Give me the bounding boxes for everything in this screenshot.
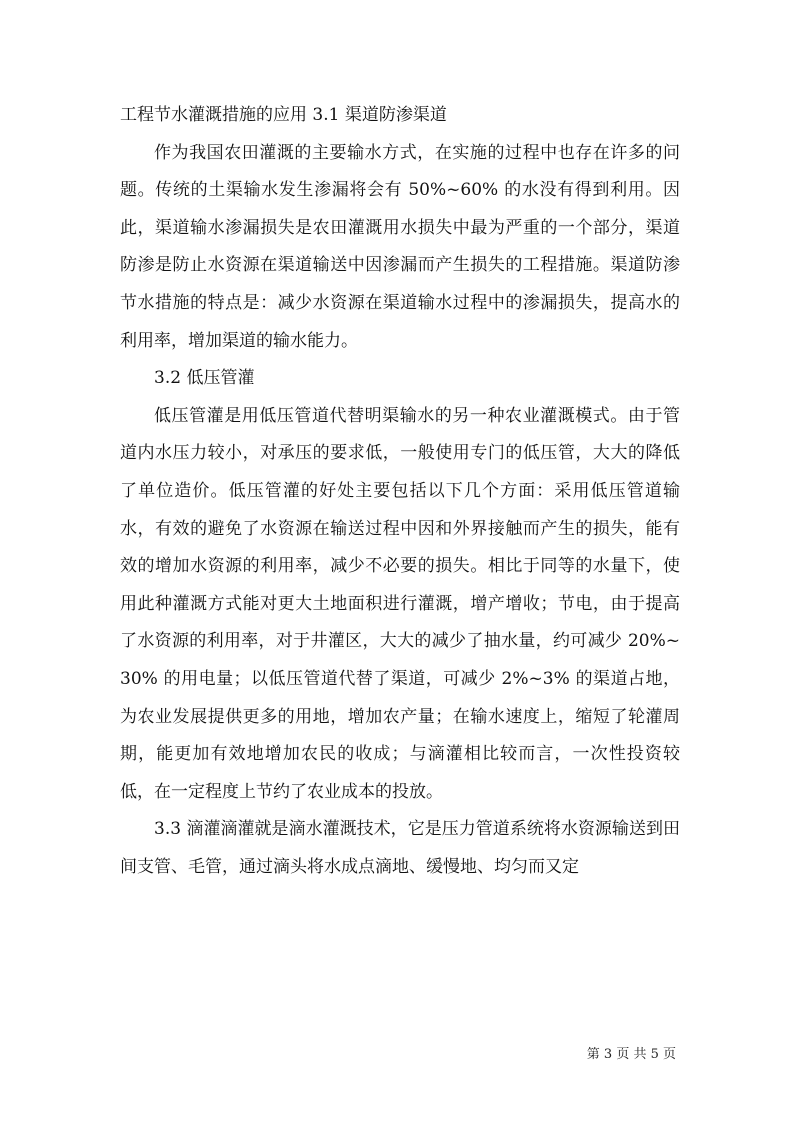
section-heading: 工程节水灌溉措施的应用 3.1 渠道防渗渠道	[120, 105, 447, 125]
body-text	[120, 97, 680, 886]
subheading-low-pressure-pipe: 3.2 低压管灌	[154, 368, 255, 389]
paragraph-drip-irrigation: 3.3 滴灌滴灌就是滴水灌溉技术，它是压力管道系统将水资源输送到田间支管、毛管，通过滴头将水成点滴地、缓慢地、均匀而又定	[120, 819, 680, 877]
paragraph-canal-seepage: 作为我国农田灌溉的主要输水方式，在实施的过程中也存在许多的问题。传统的土渠输水发生渗漏将会有 50%~60% 的水没有得到利用。因此，渠道输水渗漏损失是农田灌溉用水损失中最为严重的一个部分，渠道防渗是防止水资源在渠道输送中因渗漏而产生损失的工程措施。渠道防渗节水措施的特点是：减少水资源在渠道输水过程中的渗漏损失，提高水的利用率，增加渠道的输水能力。	[120, 142, 680, 351]
page-number: 第 3 页 共 5 页	[586, 1047, 676, 1062]
paragraph-low-pressure-pipe: 低压管灌是用低压管道代替明渠输水的另一种农业灌溉模式。由于管道内水压力较小，对承压的要求低，一般使用专门的低压管，大大的降低了单位造价。低压管灌的好处主要包括以下几个方面：采用低压管道输水，有效的避免了水资源在输送过程中因和外界接触而产生的损失，能有效的增加水资源的利用率，减少不必要的损失。相比于同等的水量下，使用此种灌溉方式能对更大土地面积进行灌溉，增产增收；节电，由于提高了水资源的利用率，对于井灌区，大大的减少了抽水量，约可减少 20%~30% 的用电量；以低压管道代替了渠道，可减少 2%~3% 的渠道占地，为农业发展提供更多的用地，增加农产量；在输水速度上，缩短了轮灌周期，能更加有效地增加农民的收成；与滴灌相比较而言，一次性投资较低，在一定程度上节约了农业成本的投放。	[120, 405, 680, 802]
